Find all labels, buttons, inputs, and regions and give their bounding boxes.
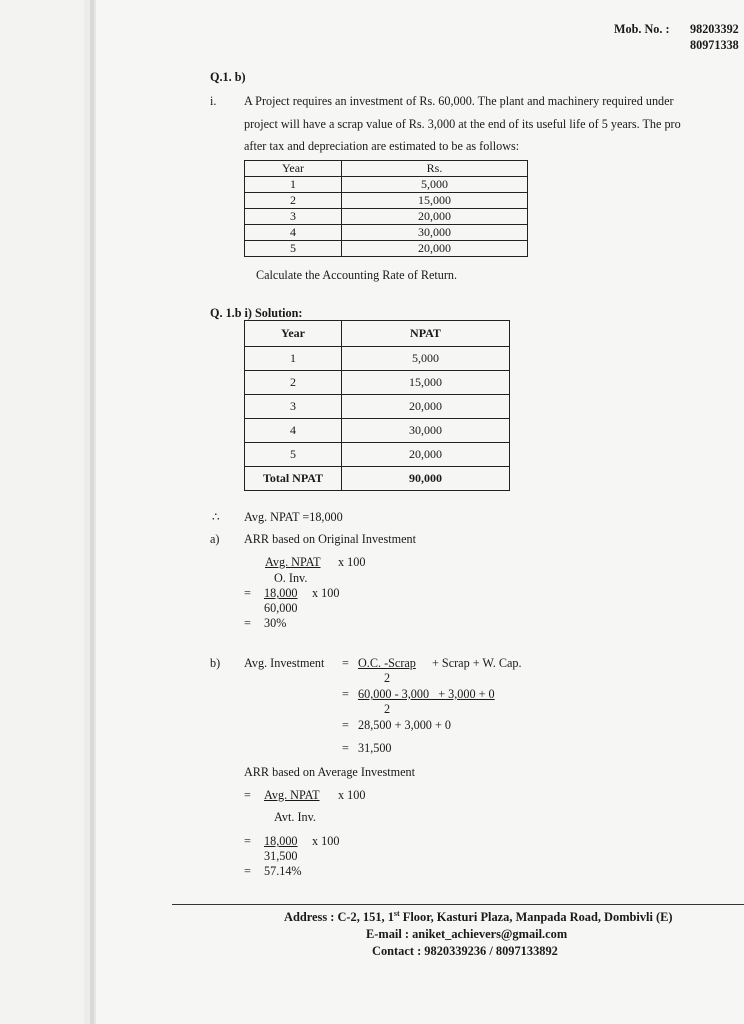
fraction-numerator: 18,000 bbox=[264, 834, 298, 848]
table-cell: 5,000 bbox=[342, 177, 528, 193]
table-cell: 1 bbox=[245, 177, 342, 193]
equals-sign: = bbox=[342, 718, 349, 732]
footer-contact: Contact : 9820339236 / 8097133892 bbox=[372, 944, 558, 958]
table-total-value: 90,000 bbox=[342, 467, 510, 491]
part-b-label: b) bbox=[210, 656, 221, 670]
fraction-denominator: O. Inv. bbox=[274, 571, 308, 585]
footer-email: E-mail : aniket_achievers@gmail.com bbox=[366, 927, 568, 941]
table-cell: 5 bbox=[245, 443, 342, 467]
fraction-denominator: 2 bbox=[384, 702, 391, 716]
equals-sign: = bbox=[244, 788, 251, 802]
table-cell: 20,000 bbox=[342, 443, 510, 467]
equals-sign: = bbox=[244, 616, 251, 630]
equals-sign: = bbox=[244, 586, 251, 600]
formula-step: 28,500 + 3,000 + 0 bbox=[358, 718, 451, 732]
footer-divider bbox=[172, 904, 744, 905]
part-a-result: 30% bbox=[264, 616, 287, 630]
table-cell: 30,000 bbox=[342, 225, 528, 241]
table-cell: 20,000 bbox=[342, 241, 528, 257]
item-number: i. bbox=[210, 94, 217, 108]
table-cell: 4 bbox=[245, 419, 342, 443]
table-cell: 5 bbox=[245, 241, 342, 257]
table-cell: 5,000 bbox=[342, 347, 510, 371]
multiplier: x 100 bbox=[338, 555, 366, 569]
multiplier: x 100 bbox=[312, 586, 340, 600]
table-cell: 3 bbox=[245, 209, 342, 225]
equals-sign: = bbox=[342, 687, 349, 701]
solution-table bbox=[244, 320, 510, 491]
question-line-2: project will have a scrap value of Rs. 3,000 at the end of its useful life of 5 years. The pro bbox=[244, 117, 681, 131]
table-total-label: Total NPAT bbox=[245, 467, 342, 491]
part-a-label: a) bbox=[210, 532, 220, 546]
table-cell: 20,000 bbox=[342, 395, 510, 419]
multiplier: x 100 bbox=[312, 834, 340, 848]
footer-address: Address : C-2, 151, 1st Floor, Kasturi Plaza, Manpada Road, Dombivli (E) bbox=[284, 909, 673, 925]
table-header: Year bbox=[245, 321, 342, 347]
table-header: Rs. bbox=[342, 161, 528, 177]
avg-npat: Avg. NPAT =18,000 bbox=[244, 510, 343, 524]
table-header: Year bbox=[245, 161, 342, 177]
table-cell: 3 bbox=[245, 395, 342, 419]
equals-sign: = bbox=[244, 864, 251, 878]
table-cell: 30,000 bbox=[342, 419, 510, 443]
therefore-symbol: ∴ bbox=[212, 510, 220, 524]
fraction-denominator: 31,500 bbox=[264, 849, 298, 863]
part-a-title: ARR based on Original Investment bbox=[244, 532, 416, 546]
table-cell: 15,000 bbox=[342, 371, 510, 395]
equals-sign: = bbox=[244, 834, 251, 848]
table-cell: 20,000 bbox=[342, 209, 528, 225]
mob-number-2: 80971338 bbox=[690, 38, 739, 52]
table-cell: 4 bbox=[245, 225, 342, 241]
equals-sign: = bbox=[342, 656, 349, 670]
table-cell: 2 bbox=[245, 371, 342, 395]
mob-number-1: 98203392 bbox=[690, 22, 739, 36]
fraction-denominator: 2 bbox=[384, 671, 391, 685]
fraction-numerator: Avg. NPAT bbox=[264, 788, 320, 802]
question-table bbox=[244, 160, 528, 257]
solution-heading: Q. 1.b i) Solution: bbox=[210, 306, 303, 320]
question-heading: Q.1. b) bbox=[210, 70, 246, 84]
equals-sign: = bbox=[342, 741, 349, 755]
multiplier: x 100 bbox=[338, 788, 366, 802]
fraction-numerator: 60,000 - 3,000 + 3,000 + 0 bbox=[358, 687, 495, 701]
underlying-page-left bbox=[0, 0, 84, 1024]
table-cell: 1 bbox=[245, 347, 342, 371]
table-header: NPAT bbox=[342, 321, 510, 347]
formula-rest: + Scrap + W. Cap. bbox=[432, 656, 522, 670]
question-line-1: A Project requires an investment of Rs. 60,000. The plant and machinery required under bbox=[244, 94, 674, 108]
question-line-3: after tax and depreciation are estimated to be as follows: bbox=[244, 139, 520, 153]
fraction-denominator: Avt. Inv. bbox=[274, 810, 316, 824]
avg-investment-result: 31,500 bbox=[358, 741, 392, 755]
fraction-numerator: Avg. NPAT bbox=[265, 555, 321, 569]
question-instruction: Calculate the Accounting Rate of Return. bbox=[256, 268, 458, 282]
part-b-result: 57.14% bbox=[264, 864, 302, 878]
fraction-numerator: O.C. -Scrap bbox=[358, 656, 416, 670]
fraction-numerator: 18,000 bbox=[264, 586, 298, 600]
avg-investment-label: Avg. Investment bbox=[244, 656, 325, 670]
fraction-denominator: 60,000 bbox=[264, 601, 298, 615]
table-cell: 2 bbox=[245, 193, 342, 209]
table-cell: 15,000 bbox=[342, 193, 528, 209]
mob-label: Mob. No. : bbox=[614, 22, 670, 36]
part-b-title: ARR based on Average Investment bbox=[244, 765, 416, 779]
